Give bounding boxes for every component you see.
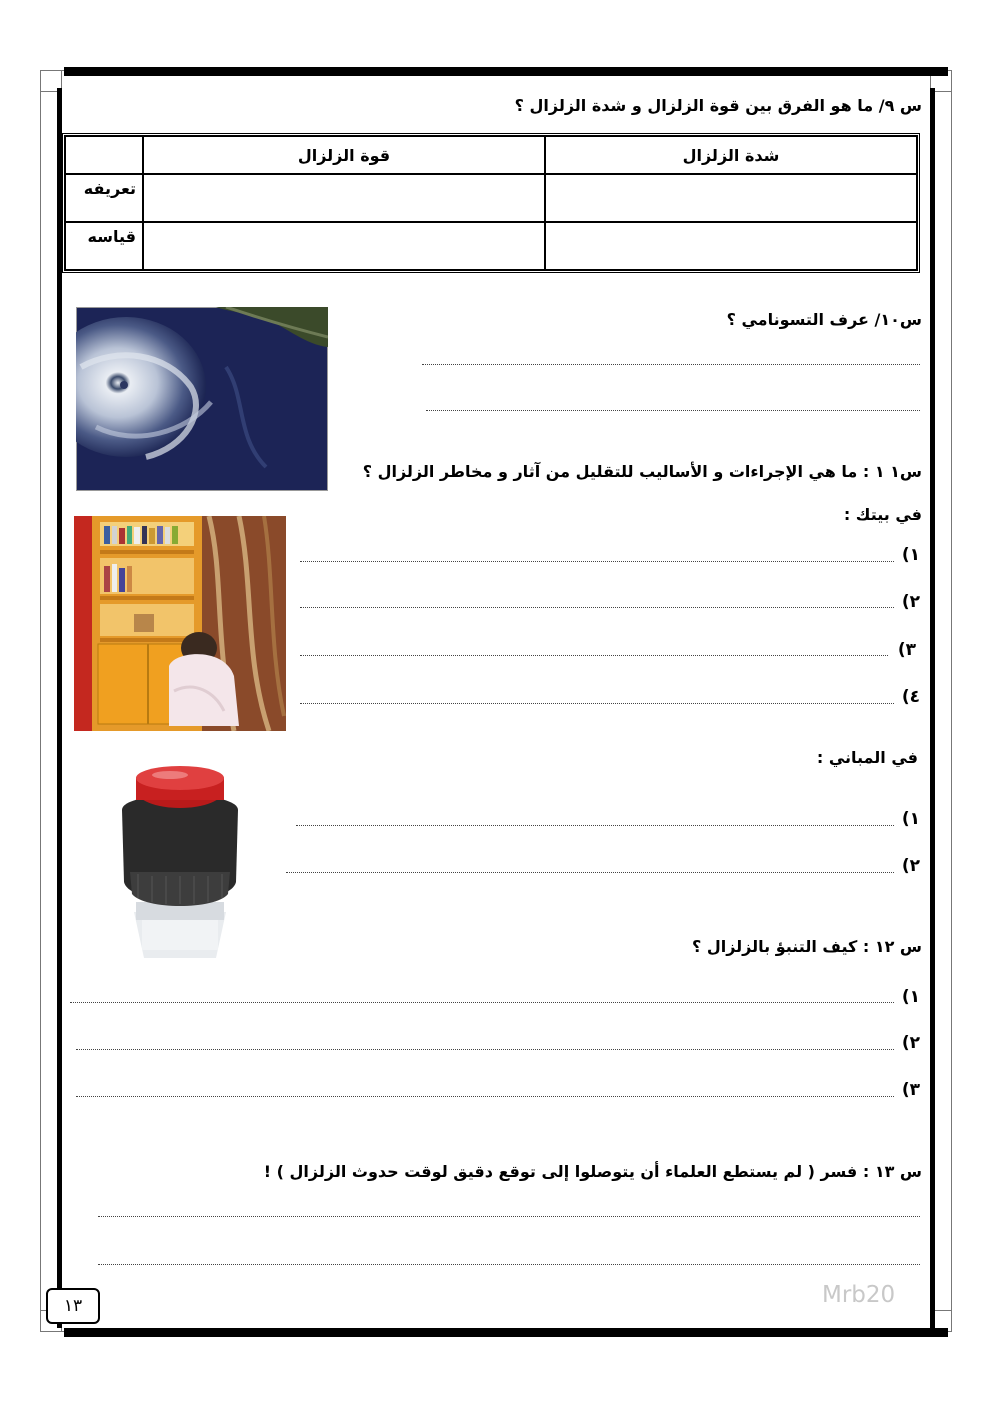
frame-left-border — [57, 88, 62, 1328]
item-number: ٢) — [901, 592, 920, 612]
answer-cell[interactable] — [545, 174, 917, 222]
hurricane-satellite-image — [76, 307, 328, 491]
table-row-label: قياسه — [65, 222, 143, 270]
answer-line[interactable] — [98, 1264, 920, 1265]
answer-line[interactable] — [286, 872, 894, 873]
question-10-title: س١٠/ عرف التسونامي ؟ — [726, 310, 922, 329]
answer-cell[interactable] — [143, 174, 545, 222]
emergency-push-button-image — [100, 762, 260, 958]
item-number: ٣) — [901, 1080, 920, 1100]
table-row-label: تعريفه — [65, 174, 143, 222]
question-13-title: س ١٣ : فسر ( لم يستطع العلماء أن يتوصلوا إلى توقع دقيق لوقت حدوث الزلزال ) ! — [263, 1162, 922, 1181]
frame-bottom-border — [64, 1328, 948, 1337]
item-number: ١) — [901, 545, 920, 565]
table-header-intensity: شدة الزلزال — [545, 136, 917, 174]
question-9-title: س ٩/ ما هو الفرق بين قوة الزلزال و شدة الزلزال ؟ — [514, 96, 922, 115]
comparison-table — [62, 133, 920, 273]
frame-top-border — [64, 67, 948, 76]
answer-line[interactable] — [70, 1002, 894, 1003]
answer-cell[interactable] — [143, 222, 545, 270]
answer-line[interactable] — [300, 655, 888, 656]
home-section-label: في بيتك : — [843, 505, 922, 524]
answer-line[interactable] — [300, 607, 894, 608]
answer-line[interactable] — [76, 1096, 894, 1097]
page-number: ١٣ — [46, 1288, 100, 1324]
item-number: ٢) — [901, 1033, 920, 1053]
answer-line[interactable] — [426, 410, 920, 411]
child-sheltering-by-cupboard-image — [74, 516, 286, 731]
item-number: ١) — [901, 809, 920, 829]
watermark: Mrb20 — [822, 1282, 896, 1308]
question-12-title: س ١٢ : كيف التنبؤ بالزلزال ؟ — [691, 937, 922, 956]
buildings-section-label: في المباني : — [816, 748, 918, 767]
answer-line[interactable] — [422, 364, 920, 365]
question-11-title: س١ ١ : ما هي الإجراءات و الأساليب للتقليل من آثار و مخاطر الزلزال ؟ — [362, 462, 922, 481]
answer-line[interactable] — [300, 561, 894, 562]
answer-line[interactable] — [98, 1216, 920, 1217]
table-header-blank — [65, 136, 143, 174]
item-number: ٣) — [897, 640, 916, 660]
item-number: ٢) — [901, 856, 920, 876]
item-number: ١) — [901, 987, 920, 1007]
frame-right-border — [930, 88, 935, 1328]
answer-line[interactable] — [300, 703, 894, 704]
answer-cell[interactable] — [545, 222, 917, 270]
answer-line[interactable] — [76, 1049, 894, 1050]
item-number: ٤) — [901, 687, 920, 707]
answer-line[interactable] — [296, 825, 894, 826]
table-header-magnitude: قوة الزلزال — [143, 136, 545, 174]
